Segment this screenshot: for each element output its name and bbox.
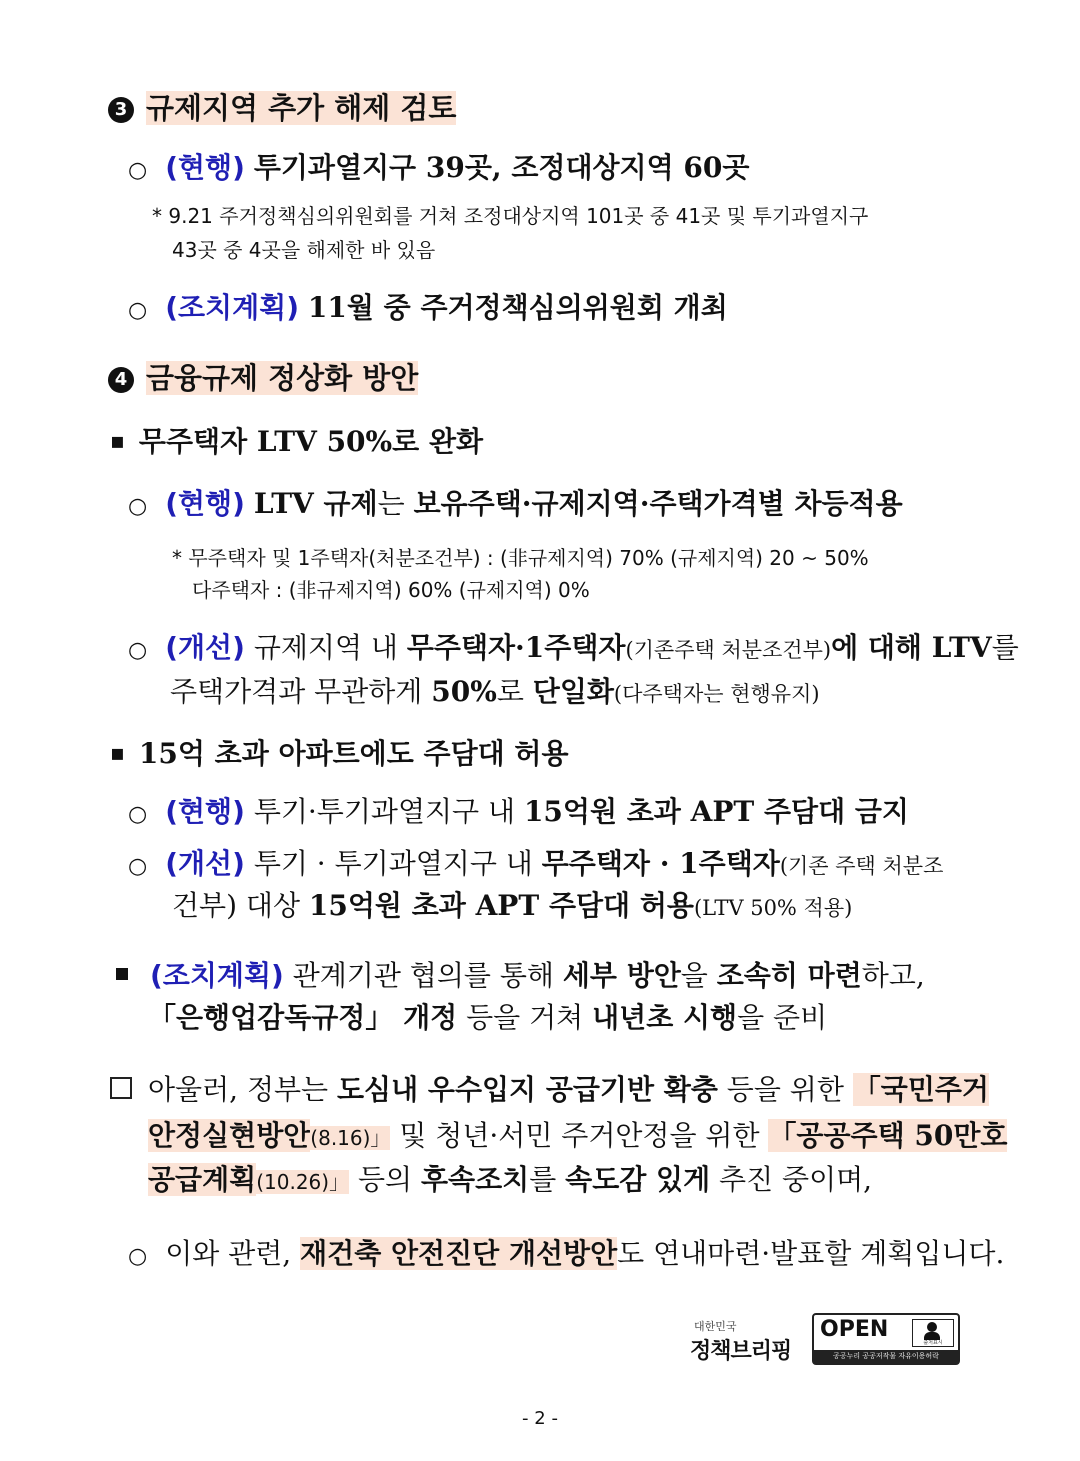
current-text: 투기과열지구 39곳, 조정대상지역 60곳 (253, 151, 750, 184)
plan-text-a: 관계기관 협의를 통해 (283, 959, 563, 992)
closing3-g: 추진 중이며, (710, 1163, 873, 1196)
current-text-b: 는 (377, 487, 414, 520)
closing-line2 (148, 1114, 1007, 1154)
item2-improve-line2 (172, 884, 852, 924)
closing2-a: 안정실현방안 (148, 1119, 311, 1152)
square-bullet-icon (116, 968, 128, 980)
closing2-b: (8.16)」 (310, 1126, 391, 1150)
improve-text-a: 투기 · 투기과열지구 내 (253, 847, 542, 880)
improve-text-b: 무주택자 · 1주택자 (541, 847, 780, 880)
current-label: (현행) (165, 487, 245, 520)
sec4-plan-line2 (148, 996, 827, 1036)
improve2-text-c: 로 (496, 675, 533, 708)
circle-bullet-icon: ○ (128, 854, 148, 879)
current-label: (현행) (165, 151, 245, 184)
kogl-open-badge (812, 1313, 960, 1365)
circle-bullet-icon: ○ (128, 158, 148, 183)
item2-current (128, 790, 909, 830)
closing3-b: (10.26)」 (256, 1170, 350, 1194)
improve2-text-a: 건부) 대상 (172, 889, 309, 922)
open-label: OPEN (820, 1317, 889, 1342)
plan-text-d: 조속히 마련 (716, 959, 862, 992)
closing-sub (128, 1232, 1004, 1272)
item1-title-row (110, 420, 483, 460)
section-number-badge: 4 (108, 367, 134, 393)
closing1-c: 등을 위한 (717, 1073, 853, 1106)
improve2-text-e: (다주택자는 현행유지) (613, 682, 820, 706)
item1-improve-line2 (170, 670, 820, 710)
closing-line3 (148, 1158, 872, 1198)
checkbox-square-icon (110, 1077, 132, 1099)
closing1-b: 도심내 우수입지 공급기반 확충 (337, 1073, 718, 1106)
improve-text-b: 무주택자·1주택자 (406, 631, 626, 664)
improve-label: (개선) (165, 847, 245, 880)
circle-bullet-icon: ○ (128, 638, 148, 663)
sec3-note-line1: * 9.21 주거정책심의위원회를 거쳐 조정대상지역 101곳 중 41곳 및 투기과열지구 (152, 204, 869, 228)
logo-small-text: 대한민국 (694, 1320, 737, 1333)
item1-note-line2: 다주택자 : (非규제지역) 60% (규제지역) 0% (192, 578, 590, 602)
plan-label: (조치계획) (150, 959, 284, 992)
section-title: 금융규제 정상화 방안 (146, 361, 419, 395)
closing2-c: 및 청년·서민 주거안정을 위한 (390, 1119, 769, 1152)
square-bullet-icon: ▪ (110, 428, 125, 454)
closing3-d: 후속조치 (420, 1163, 530, 1196)
plan2-text-b: 등을 거쳐 (457, 1001, 593, 1034)
closing2-d: 「공공주택 50만호 (768, 1119, 1008, 1152)
improve2-text-b: 50% (431, 675, 497, 708)
current-text-c: 보유주택·규제지역·주택가격별 차등적용 (413, 487, 903, 520)
policy-briefing-logo (690, 1318, 791, 1365)
logo-main-text: 정책브리핑 (690, 1339, 792, 1364)
current-text-b: 15억원 초과 APT 주담대 금지 (523, 795, 909, 828)
plan-text-e: 하고, (861, 959, 925, 992)
improve2-text-c: (LTV 50% 적용) (693, 896, 853, 920)
closing-line1 (110, 1068, 989, 1108)
item2-improve-line1 (128, 842, 943, 882)
improve2-text-a: 주택가격과 무관하게 (170, 675, 432, 708)
circle-bullet-icon: ○ (128, 1244, 148, 1269)
sec3-note-line2: 43곳 중 4곳을 해제한 바 있음 (172, 238, 436, 262)
closing3-f: 속도감 있게 (565, 1163, 711, 1196)
section-number-badge: 3 (108, 97, 134, 123)
current-label: (현행) (165, 795, 245, 828)
closing3-c: 등의 (349, 1163, 421, 1196)
sec4-plan-line1 (116, 954, 925, 994)
improve-text-c: (기존주택 처분조건부) (625, 638, 832, 662)
plan2-text-a: 「은행업감독규정」 개정 (148, 1001, 458, 1034)
closing1-a: 아울러, 정부는 (148, 1073, 337, 1106)
closing3-e: 를 (529, 1163, 566, 1196)
section4-heading (108, 356, 418, 397)
plan-text-b: 세부 방안 (562, 959, 681, 992)
square-bullet-icon: ▪ (110, 740, 125, 766)
plan2-text-c: 내년초 시행 (592, 1001, 738, 1034)
improve-text-e: 를 (991, 631, 1019, 664)
improve-text-a: 규제지역 내 (253, 631, 407, 664)
plan2-text-d: 을 준비 (737, 1001, 828, 1034)
improve-text-c: (기존 주택 처분조 (779, 854, 944, 878)
improve-label: (개선) (165, 631, 245, 664)
section-title: 규제지역 추가 해제 검토 (146, 91, 457, 125)
item2-title: 15억 초과 아파트에도 주담대 허용 (138, 737, 569, 770)
item2-title-row (110, 732, 569, 772)
page-number: - 2 - (522, 1408, 558, 1429)
improve-text-d: 에 대해 LTV (831, 631, 992, 664)
item1-current (128, 482, 903, 522)
sec3-current (128, 146, 749, 186)
item1-note-line1: * 무주택자 및 1주택자(처분조건부) : (非규제지역) 70% (규제지역) 20 ~ 50% (172, 546, 869, 570)
circle-bullet-icon: ○ (128, 494, 148, 519)
improve2-text-d: 단일화 (532, 675, 614, 708)
section3-heading (108, 86, 456, 127)
closing-sub-b: 재건축 안전진단 개선방안 (300, 1237, 618, 1270)
open-badge-text: 출처표시 (923, 1340, 943, 1346)
circle-bullet-icon: ○ (128, 802, 148, 827)
closing-sub-c: 도 연내마련·발표할 계획입니다. (617, 1237, 1005, 1270)
closing-sub-a: 이와 관련, (165, 1237, 301, 1270)
attribution-icon (912, 1319, 954, 1347)
item1-improve-line1 (128, 626, 1019, 666)
plan-text-c: 을 (680, 959, 717, 992)
closing1-d: 「국민주거 (852, 1073, 989, 1106)
plan-text: 11월 중 주거정책심의위원회 개최 (307, 291, 728, 324)
plan-label: (조치계획) (165, 291, 299, 324)
current-text-a: LTV 규제 (253, 487, 378, 520)
current-text-a: 투기·투기과열지구 내 (253, 795, 524, 828)
item1-title: 무주택자 LTV 50%로 완화 (138, 425, 484, 458)
improve2-text-b: 15억원 초과 APT 주담대 허용 (308, 889, 694, 922)
sec3-plan (128, 286, 728, 326)
open-sub-text: 공공누리 공공저작물 자유이용허락 (814, 1350, 958, 1363)
circle-bullet-icon: ○ (128, 298, 148, 323)
closing3-a: 공급계획 (148, 1163, 257, 1196)
